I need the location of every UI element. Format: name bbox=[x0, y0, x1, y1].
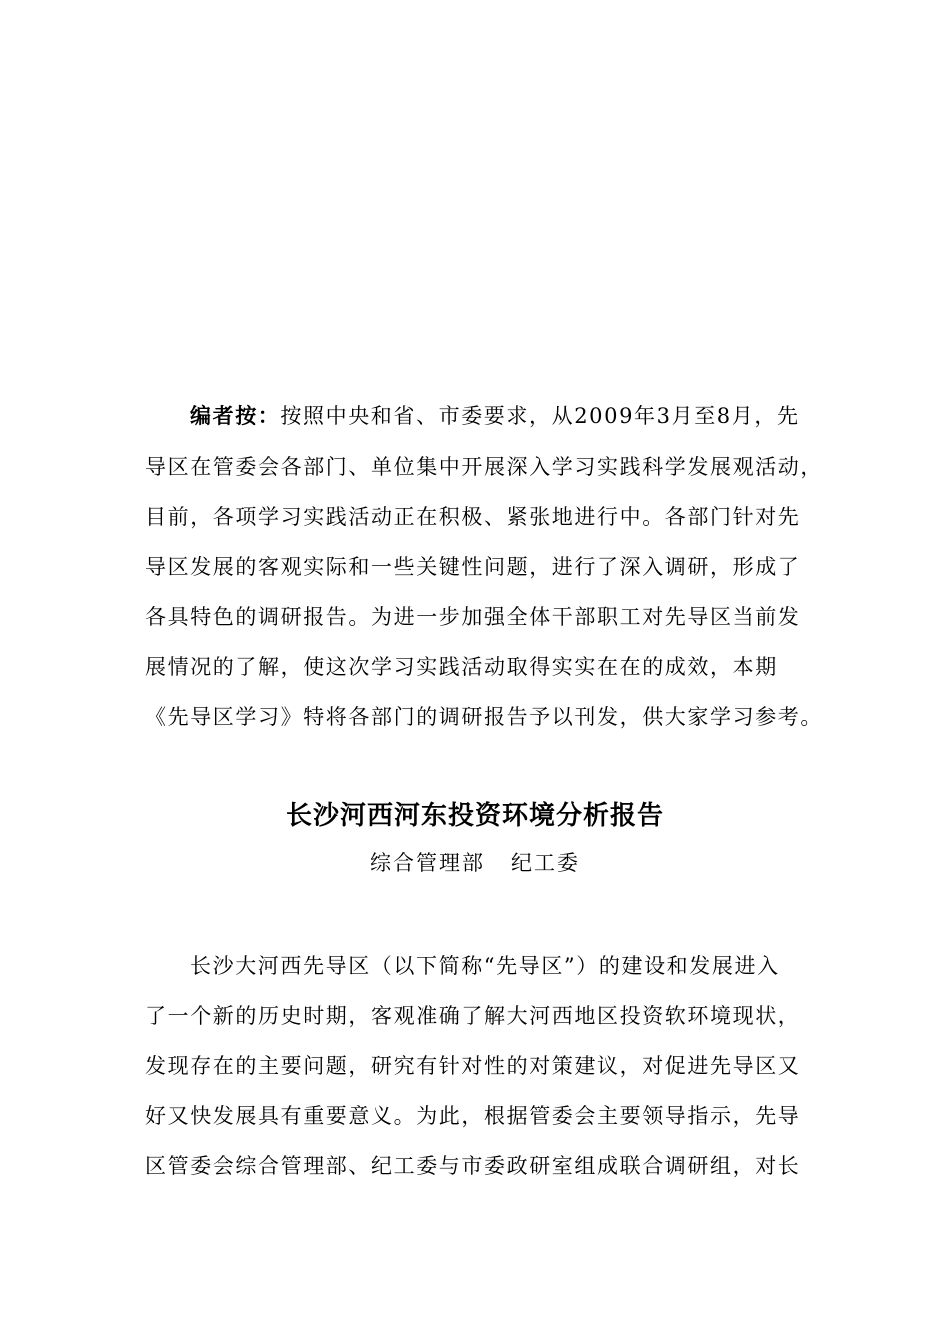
editor-note-line-2: 导区在管委会各部门、单位集中开展深入学习实践科学发展观活动， bbox=[145, 455, 823, 479]
editor-note-text-1: 按照中央和省、市委要求，从2009年3月至8月，先 bbox=[280, 404, 800, 428]
body-line-3: 发现存在的主要问题，研究有针对性的对策建议，对促进先导区又 bbox=[145, 1054, 801, 1078]
editor-note-line-3: 目前，各项学习实践活动正在积极、紧张地进行中。各部门针对先 bbox=[145, 505, 801, 529]
editor-note-label: 编者按： bbox=[190, 403, 281, 428]
body-line-5: 区管委会综合管理部、纪工委与市委政研室组成联合调研组，对长 bbox=[145, 1154, 801, 1178]
editor-note-line-5: 各具特色的调研报告。为进一步加强全体干部职工对先导区当前发 bbox=[145, 605, 801, 629]
body-line-4: 好又快发展具有重要意义。为此，根据管委会主要领导指示，先导 bbox=[145, 1104, 801, 1128]
editor-note-line-7: 《先导区学习》特将各部门的调研报告予以刊发，供大家学习参考。 bbox=[145, 705, 823, 729]
editor-note-line-1 bbox=[190, 402, 815, 430]
report-authors: 综合管理部 纪工委 bbox=[369, 851, 581, 875]
editor-note-line-4: 导区发展的客观实际和一些关键性问题，进行了深入调研，形成了 bbox=[145, 555, 801, 579]
report-title: 长沙河西河东投资环境分析报告 bbox=[285, 801, 664, 831]
body-line-1: 长沙大河西先导区（以下简称“先导区”）的建设和发展进入 bbox=[190, 954, 780, 978]
editor-note-line-6: 展情况的了解，使这次学习实践活动取得实实在在的成效，本期 bbox=[145, 655, 778, 679]
body-line-2: 了一个新的历史时期，客观准确了解大河西地区投资软环境现状， bbox=[145, 1004, 801, 1028]
